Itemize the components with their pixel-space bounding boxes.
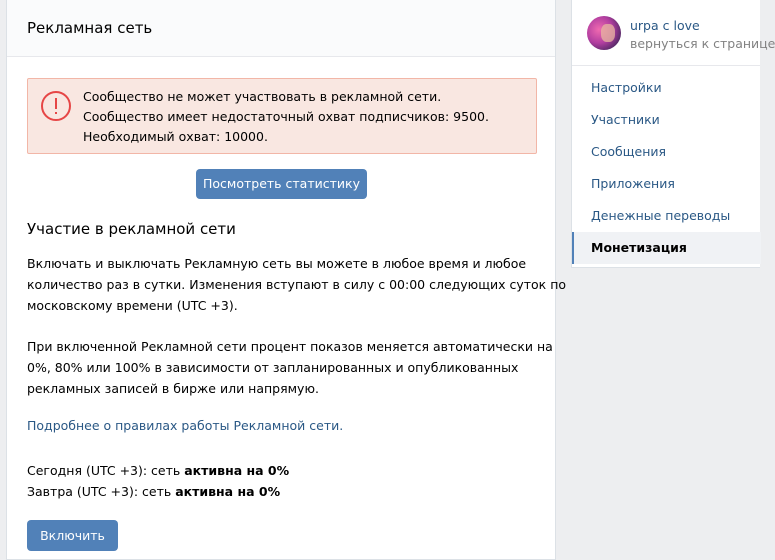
paragraph-line: 0%, 80% или 100% в зависимости от запланированных и опубликованных (27, 360, 519, 375)
sidebar-item-settings[interactable]: Настройки (591, 80, 662, 95)
section-title: Участие в рекламной сети (27, 220, 236, 238)
network-status (27, 460, 289, 502)
sidebar-item-members[interactable]: Участники (591, 112, 660, 127)
view-statistics-button[interactable]: Посмотреть статистику (196, 169, 367, 199)
paragraph-line: московскому времени (UTC +3). (27, 298, 238, 313)
status-tomorrow (27, 481, 289, 502)
enable-button[interactable]: Включить (27, 520, 118, 551)
status-today (27, 460, 289, 481)
alert-line: Сообщество не может участвовать в рекламной сети. (83, 89, 442, 104)
sidebar-item-monetization[interactable]: Монетизация (572, 232, 761, 264)
info-paragraph (27, 253, 567, 316)
group-header (572, 0, 775, 66)
main-panel (6, 0, 567, 560)
error-alert (27, 78, 537, 154)
sidebar-item-apps[interactable]: Приложения (591, 176, 675, 191)
paragraph-line: При включенной Рекламной сети процент показов меняется автоматически на (27, 339, 553, 354)
paragraph-line: рекламных записей в бирже или напрямую. (27, 381, 319, 396)
status-today-value: активна на 0% (184, 463, 290, 478)
paragraph-line: Включать и выключать Рекламную сеть вы можете в любое время и любое (27, 256, 527, 271)
page-title: Рекламная сеть (7, 0, 555, 57)
status-tomorrow-value: активна на 0% (175, 484, 281, 499)
alert-text (83, 87, 489, 147)
alert-line: Необходимый охват: 10000. (83, 129, 268, 144)
back-to-page-link[interactable]: вернуться к странице (630, 36, 775, 51)
paragraph-line: количество раз в сутки. Изменения вступают в силу с 00:00 следующих суток по (27, 277, 567, 292)
group-name-link[interactable]: urpa c love (630, 18, 700, 33)
sidebar (571, 0, 775, 268)
alert-line: Сообщество имеет недостаточный охват подписчиков: 9500. (83, 109, 489, 124)
ad-network-rules-link[interactable]: Подробнее о правилах работы Рекламной сети. (27, 418, 344, 433)
sidebar-item-money-transfers[interactable]: Денежные переводы (591, 208, 731, 223)
sidebar-item-messages[interactable]: Сообщения (591, 144, 667, 159)
info-paragraph (27, 336, 553, 399)
exclamation-circle-icon (41, 91, 71, 121)
status-today-label: Сегодня (UTC +3): сеть (27, 463, 185, 478)
avatar[interactable] (587, 16, 621, 50)
status-tomorrow-label: Завтра (UTC +3): сеть (27, 484, 176, 499)
